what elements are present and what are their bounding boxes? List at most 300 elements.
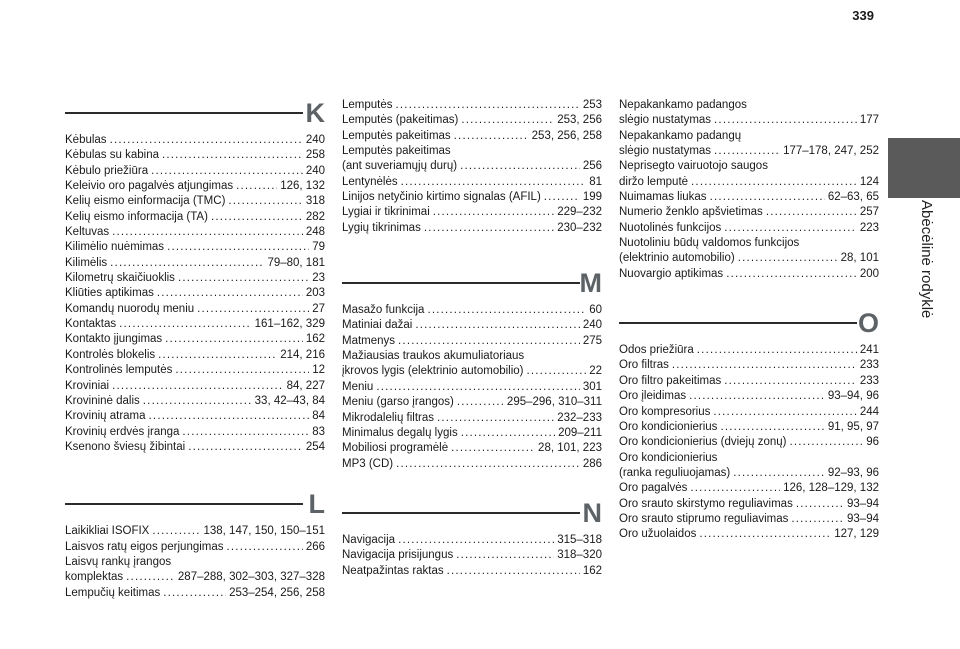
dot-leader — [697, 343, 857, 358]
index-term: (ranka reguliuojamas) — [619, 466, 731, 479]
index-term: Oro filtro pakeitimas — [619, 374, 722, 387]
index-entry — [619, 374, 879, 389]
index-term: komplektas — [65, 571, 124, 584]
index-entry — [342, 113, 602, 128]
index-entry — [342, 564, 602, 579]
index-entry — [342, 318, 602, 333]
chapter-title: Abėcėlinė rodyklė — [918, 200, 935, 319]
index-section — [342, 498, 602, 579]
dot-leader — [157, 286, 303, 301]
index-pages: 126, 132 — [280, 180, 325, 193]
index-pages: 258 — [305, 149, 325, 162]
dot-leader — [796, 497, 844, 512]
index-term: Keleivio oro pagalvės atjungimas — [65, 180, 234, 193]
dot-leader — [720, 420, 824, 435]
index-entry — [619, 527, 879, 542]
dot-leader — [112, 225, 303, 240]
index-term: Kontaktas — [65, 318, 117, 331]
dot-leader — [714, 144, 780, 159]
index-term: (ant suveriamųjų durų) — [342, 160, 458, 173]
index-entry — [65, 164, 325, 179]
index-pages: 162 — [305, 333, 325, 346]
dot-leader — [690, 481, 780, 496]
index-term: Matmenys — [342, 334, 396, 347]
index-pages: 244 — [859, 405, 879, 418]
index-entry — [342, 159, 602, 174]
dot-leader — [175, 363, 309, 378]
index-term: Numerio ženklo apšvietimas — [619, 206, 763, 219]
dot-leader — [461, 426, 555, 441]
index-entry — [65, 394, 325, 409]
dot-leader — [691, 175, 857, 190]
index-entry — [65, 540, 325, 555]
index-pages: 223 — [859, 221, 879, 234]
section-rule — [65, 112, 303, 114]
index-term: Oro srauto stiprumo reguliavimas — [619, 512, 789, 525]
index-entry — [619, 267, 879, 282]
section-letter: O — [857, 308, 879, 339]
section-letter: M — [579, 268, 602, 299]
index-entry — [342, 411, 602, 426]
dot-leader — [112, 379, 284, 394]
index-term: Kilimėlis — [65, 256, 108, 269]
index-pages: 162 — [582, 564, 602, 577]
index-term: Kėbulo priežiūra — [65, 164, 149, 177]
index-entry-line: Nepakankamo padangos — [619, 99, 747, 111]
dot-leader — [726, 267, 857, 282]
index-entry — [619, 389, 879, 404]
index-entry — [342, 205, 602, 220]
index-pages: 60 — [589, 304, 602, 317]
index-pages: 27 — [312, 302, 325, 315]
section-header — [342, 268, 602, 300]
dot-leader — [451, 441, 535, 456]
index-pages: 83 — [312, 425, 325, 438]
index-entry — [619, 343, 879, 358]
index-pages: 256 — [582, 160, 602, 173]
index-entry — [619, 358, 879, 373]
index-term: diržo lemputė — [619, 175, 689, 188]
dot-leader — [110, 256, 264, 271]
index-entry — [65, 425, 325, 440]
index-entry — [65, 210, 325, 225]
index-term: Laikikliai ISOFIX — [65, 525, 150, 538]
dot-leader — [424, 221, 554, 236]
dot-leader — [178, 271, 309, 286]
index-term: Navigacija prisijungus — [342, 549, 454, 562]
dot-leader — [158, 348, 277, 363]
index-term: Nuovargio aptikimas — [619, 267, 724, 280]
dot-leader — [227, 540, 303, 555]
index-term: Mikrodalelių filtras — [342, 411, 435, 424]
index-entry — [619, 113, 879, 128]
index-term: Kontrolės blokelis — [65, 348, 156, 361]
index-pages: 84 — [312, 410, 325, 423]
index-entry-line: Mažiausias traukos akumuliatoriaus — [342, 350, 525, 363]
index-pages: 257 — [859, 206, 879, 219]
index-term: Oro pagalvės — [619, 482, 688, 495]
index-term: Keltuvas — [65, 226, 110, 239]
index-entry — [65, 586, 325, 601]
index-term: Kontrolinės lemputės — [65, 364, 173, 377]
dot-leader — [447, 564, 580, 579]
index-pages: 12 — [312, 364, 325, 377]
index-entry — [65, 302, 325, 317]
index-term: Nuimamas liukas — [619, 191, 707, 204]
index-term: įkrovos lygis (elektrinio automobilio) — [342, 365, 524, 378]
index-entry — [65, 271, 325, 286]
index-term: Oro kondicionierius (dviejų zonų) — [619, 436, 787, 449]
index-entry — [65, 179, 325, 194]
index-entry-line: Nuotoliniu būdų valdomos funkcijos — [619, 237, 800, 250]
index-pages: 253, 256 — [557, 114, 602, 127]
index-entry — [65, 570, 325, 585]
index-term: Kėbulas — [65, 134, 107, 146]
index-entry — [65, 194, 325, 209]
index-pages: 93–94, 96 — [827, 390, 879, 403]
dot-leader — [724, 221, 857, 236]
index-term: slėgio nustatymas — [619, 114, 712, 127]
dot-leader — [766, 205, 857, 220]
dot-leader — [152, 524, 200, 539]
dot-leader — [110, 133, 303, 148]
index-pages: 92–93, 96 — [827, 466, 879, 479]
index-term: Linijos netyčinio kirtimo signalas (AFIL) — [342, 191, 541, 204]
index-pages: 200 — [859, 267, 879, 280]
dot-leader — [143, 394, 252, 409]
index-entry — [342, 364, 602, 379]
index-term: Kėbulas su kabina — [65, 149, 159, 162]
index-entry — [619, 512, 879, 527]
index-entry — [342, 221, 602, 236]
index-pages: 126, 128–129, 132 — [783, 482, 879, 495]
section-letter: N — [582, 497, 602, 528]
index-column-1 — [65, 98, 325, 601]
dot-leader — [236, 179, 277, 194]
index-term: Kilometrų skaičiuoklis — [65, 272, 175, 285]
index-term: Oro įleidimas — [619, 390, 687, 403]
index-pages: 240 — [582, 319, 602, 332]
index-pages: 275 — [582, 334, 602, 347]
index-term: Meniu (garso įrangos) — [342, 396, 454, 409]
index-term: Ksenono šviesų žibintai — [65, 440, 186, 453]
index-term: Meniu — [342, 380, 374, 393]
index-pages: 315–318 — [557, 533, 602, 546]
dot-leader — [188, 440, 303, 455]
index-entry — [619, 221, 879, 236]
index-term: Navigacija — [342, 533, 396, 546]
dot-leader — [437, 411, 554, 426]
index-term: Kelių eismo informacija (TA) — [65, 210, 208, 223]
index-entry-line: Lemputės pakeitimas — [342, 145, 451, 158]
index-pages: 254 — [305, 440, 325, 453]
index-term: Oro kondicionierius — [619, 420, 718, 433]
index-entry — [65, 317, 325, 332]
dot-leader — [544, 190, 580, 205]
index-entry — [65, 133, 325, 148]
index-term: Oro filtras — [619, 359, 669, 372]
dot-leader — [151, 164, 303, 179]
index-term: Krovinių erdvės įranga — [65, 425, 180, 438]
index-pages: 177–178, 247, 252 — [783, 145, 879, 158]
index-pages: 199 — [582, 191, 602, 204]
index-entry-line: Nepakankamo padangų — [619, 129, 742, 142]
index-entry — [65, 379, 325, 394]
index-term: Matiniai dažai — [342, 319, 413, 332]
index-term: Kliūties aptikimas — [65, 287, 154, 300]
dot-leader — [713, 405, 856, 420]
index-entry — [65, 409, 325, 424]
section-rule — [619, 322, 857, 324]
index-pages: 22 — [589, 365, 602, 378]
index-term: Kontakto įjungimas — [65, 333, 163, 346]
index-entry-line: Laisvų rankų įrangos — [65, 555, 172, 568]
index-entry — [65, 225, 325, 240]
index-entry — [342, 441, 602, 456]
index-pages: 253, 256, 258 — [531, 129, 602, 142]
dot-leader — [401, 175, 587, 190]
index-entry — [619, 190, 879, 205]
index-pages: 127, 129 — [834, 528, 879, 541]
index-term: Lentynėlės — [342, 175, 398, 188]
index-section — [65, 489, 325, 601]
section-rule — [342, 512, 580, 514]
index-entry — [619, 144, 879, 159]
index-entry — [619, 251, 879, 266]
index-term: Lygių tikrinimas — [342, 221, 421, 234]
index-entry-line: Oro kondicionierius — [619, 451, 718, 464]
index-entry — [619, 497, 879, 512]
index-pages: 161–162, 329 — [254, 318, 325, 331]
index-entry — [65, 286, 325, 301]
index-section — [619, 98, 879, 282]
index-pages: 282 — [305, 210, 325, 223]
index-entry — [342, 457, 602, 472]
dot-leader — [197, 302, 309, 317]
index-pages: 266 — [305, 540, 325, 553]
index-entry — [342, 303, 602, 318]
index-entry — [342, 98, 602, 113]
index-entry — [342, 426, 602, 441]
dot-leader — [398, 533, 554, 548]
index-column-2 — [342, 98, 602, 579]
dot-leader — [398, 334, 580, 349]
index-pages: 62–63, 65 — [827, 191, 879, 204]
index-pages: 233 — [859, 374, 879, 387]
index-term: Krovinių atrama — [65, 410, 146, 423]
chapter-tab — [888, 138, 960, 198]
index-pages: 124 — [859, 175, 879, 188]
index-term: Laisvos ratų eigos perjungimas — [65, 540, 224, 553]
index-pages: 79 — [312, 241, 325, 254]
index-pages: 240 — [305, 134, 325, 146]
index-entry — [65, 332, 325, 347]
index-entry — [342, 533, 602, 548]
section-header — [65, 489, 325, 521]
section-letter: L — [308, 489, 325, 520]
page-number: 339 — [852, 8, 874, 23]
index-pages: 240 — [305, 164, 325, 177]
index-pages: 287–288, 302–303, 327–328 — [177, 571, 325, 584]
dot-leader — [724, 374, 857, 389]
index-entry — [65, 256, 325, 271]
index-term: Masažo funkcija — [342, 304, 425, 317]
index-term: Oro užuolaidos — [619, 528, 697, 541]
index-entry — [619, 435, 879, 450]
index-entry — [342, 395, 602, 410]
dot-leader — [376, 380, 579, 395]
index-pages: 241 — [859, 344, 879, 357]
index-entry — [65, 348, 325, 363]
dot-leader — [163, 586, 226, 601]
index-term: Krovininė dalis — [65, 394, 140, 407]
index-section — [619, 308, 879, 542]
index-entry — [619, 205, 879, 220]
dot-leader — [714, 113, 857, 128]
index-term: Lygiai ir tikrinimai — [342, 206, 430, 219]
dot-leader — [415, 318, 579, 333]
section-header — [65, 98, 325, 130]
section-letter: K — [305, 98, 325, 128]
index-pages: 214, 216 — [280, 348, 325, 361]
index-entry — [342, 380, 602, 395]
dot-leader — [710, 190, 825, 205]
index-pages: 96 — [866, 436, 879, 449]
index-term: Kilimėlio nuėmimas — [65, 241, 165, 254]
index-term: Komandų nuorodų meniu — [65, 302, 195, 315]
index-pages: 79–80, 181 — [267, 256, 325, 269]
index-term: Lempučių keitimas — [65, 586, 161, 599]
index-pages: 253 — [582, 99, 602, 111]
dot-leader — [149, 409, 310, 424]
index-pages: 23 — [312, 272, 325, 285]
dot-leader — [791, 512, 844, 527]
dot-leader — [433, 205, 554, 220]
section-header — [342, 498, 602, 530]
index-term: Kroviniai — [65, 379, 110, 392]
dot-leader — [396, 457, 580, 472]
index-pages: 81 — [589, 175, 602, 188]
index-entry — [65, 148, 325, 163]
index-entry — [619, 466, 879, 481]
index-pages: 203 — [305, 287, 325, 300]
index-entry — [342, 129, 602, 144]
index-pages: 318–320 — [557, 549, 602, 562]
index-term: Oro srauto skirstymo reguliavimas — [619, 497, 793, 510]
index-term: (elektrinio automobilio) — [619, 252, 735, 265]
index-term: Oro kompresorius — [619, 405, 711, 418]
index-pages: 229–232 — [557, 206, 602, 219]
dot-leader — [461, 113, 554, 128]
index-pages: 28, 101 — [840, 252, 879, 265]
dot-leader — [119, 317, 251, 332]
index-entry — [619, 481, 879, 496]
index-section — [342, 268, 602, 472]
index-term: Lemputės pakeitimas — [342, 129, 451, 142]
index-section — [342, 98, 602, 236]
index-entry — [342, 548, 602, 563]
index-pages: 253–254, 256, 258 — [229, 586, 325, 599]
dot-leader — [699, 527, 831, 542]
dot-leader — [228, 194, 302, 209]
dot-leader — [672, 358, 857, 373]
index-entry — [342, 334, 602, 349]
section-rule — [342, 282, 580, 284]
dot-leader — [396, 98, 580, 113]
index-pages: 177 — [859, 114, 879, 127]
index-term: Mobiliosi programėlė — [342, 442, 449, 455]
dot-leader — [460, 159, 580, 174]
index-term: slėgio nustatymas — [619, 145, 712, 158]
index-term: Lemputės (pakeitimas) — [342, 114, 459, 127]
index-entry — [619, 405, 879, 420]
index-pages: 248 — [305, 226, 325, 239]
index-term: Kelių eismo einformacija (TMC) — [65, 195, 226, 208]
index-pages: 28, 101, 223 — [538, 442, 602, 455]
index-pages: 318 — [305, 195, 325, 208]
dot-leader — [165, 332, 303, 347]
dot-leader — [182, 425, 309, 440]
index-pages: 93–94 — [847, 497, 879, 510]
index-section — [65, 98, 325, 455]
index-pages: 138, 147, 150, 150–151 — [203, 525, 325, 538]
dot-leader — [733, 466, 825, 481]
index-pages: 84, 227 — [286, 379, 325, 392]
section-rule — [65, 503, 303, 505]
index-pages: 233 — [859, 359, 879, 372]
index-pages: 91, 95, 97 — [827, 420, 879, 433]
dot-leader — [789, 435, 863, 450]
index-term: Minimalus degalų lygis — [342, 426, 458, 439]
dot-leader — [457, 395, 504, 410]
index-term: MP3 (CD) — [342, 457, 394, 470]
index-pages: 209–211 — [558, 426, 602, 439]
index-entry — [619, 175, 879, 190]
index-pages: 93–94 — [847, 512, 879, 525]
index-column-3 — [619, 98, 879, 543]
index-term: Neatpažintas raktas — [342, 564, 444, 577]
dot-leader — [126, 570, 175, 585]
index-entry — [342, 175, 602, 190]
section-header — [619, 308, 879, 340]
dot-leader — [456, 548, 554, 563]
dot-leader — [454, 129, 529, 144]
index-pages: 232–233 — [557, 411, 602, 424]
index-pages: 230–232 — [557, 221, 602, 234]
dot-leader — [162, 148, 303, 163]
dot-leader — [211, 210, 303, 225]
index-entry — [619, 420, 879, 435]
index-pages: 33, 42–43, 84 — [254, 394, 325, 407]
dot-leader — [527, 364, 587, 379]
index-term: Nuotolinės funkcijos — [619, 221, 722, 234]
index-term: Odos priežiūra — [619, 344, 694, 357]
index-entry — [65, 240, 325, 255]
index-entry — [65, 440, 325, 455]
dot-leader — [738, 251, 838, 266]
dot-leader — [427, 303, 586, 318]
index-entry-line: Neprisegto vairuotojo saugos — [619, 160, 768, 173]
dot-leader — [167, 240, 309, 255]
index-entry — [65, 363, 325, 378]
index-entry — [342, 190, 602, 205]
index-entry — [65, 524, 325, 539]
dot-leader — [689, 389, 825, 404]
index-pages: 295–296, 310–311 — [506, 396, 602, 409]
index-term: Lemputės — [342, 99, 393, 111]
index-pages: 286 — [582, 457, 602, 470]
index-pages: 301 — [582, 380, 602, 393]
